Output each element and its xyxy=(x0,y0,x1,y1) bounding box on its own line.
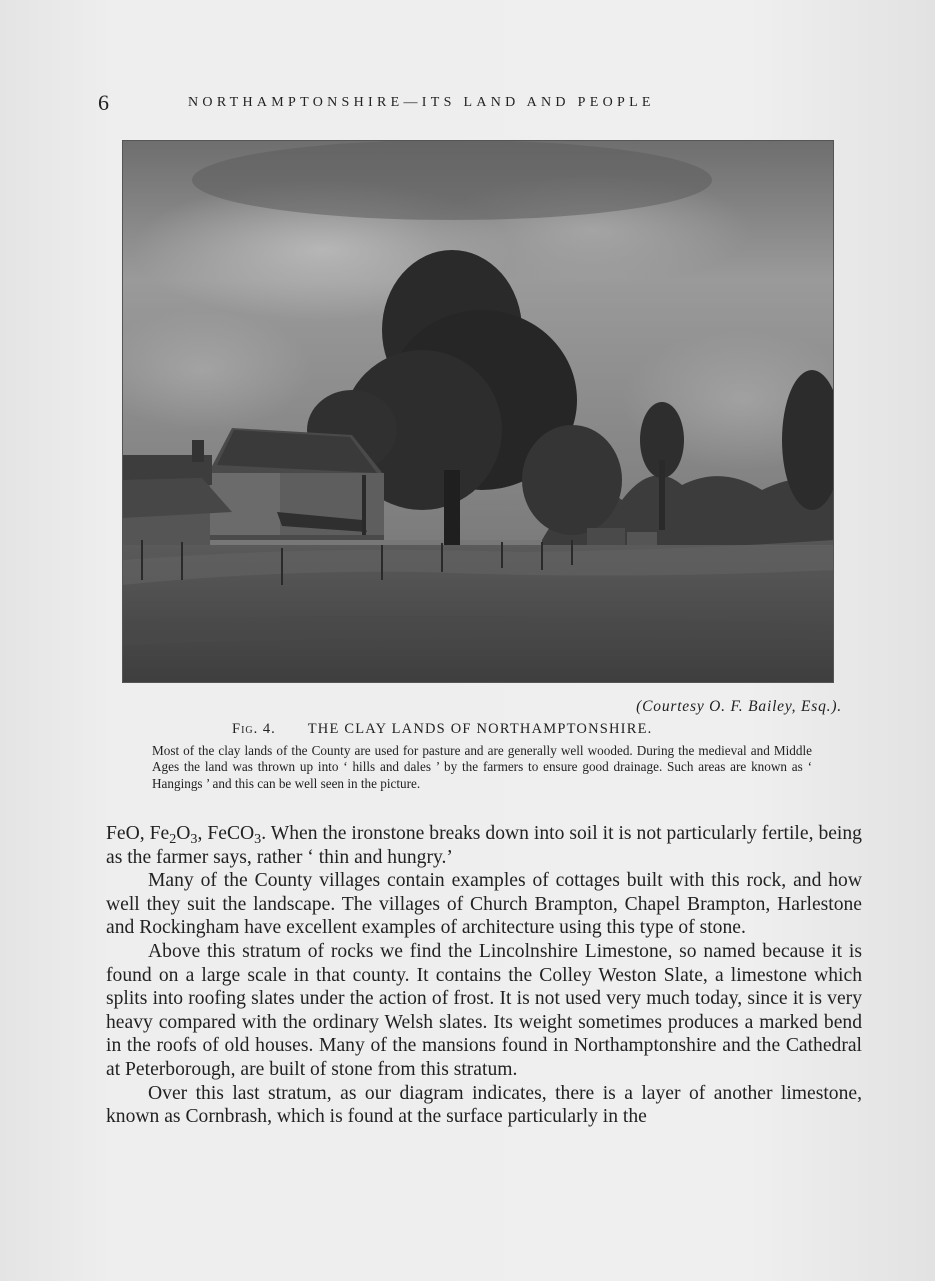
body-text xyxy=(106,822,862,1129)
running-title: NORTHAMPTONSHIRE—ITS LAND AND PEOPLE xyxy=(188,95,655,110)
figure-title: THE CLAY LANDS OF NORTHAMPTONSHIRE. xyxy=(307,721,653,737)
paragraph-2: Many of the County villages contain examples of cottages built with this rock, and how well they suit the landscape. The villages of Church Brampton, Chapel Brampton, Harlestone and Rockingham have excellent examples of architecture using this type of stone. xyxy=(106,870,862,939)
paragraph-1: FeO, $Fe_2O_3$, FeCO$_3$. When the ironstone breaks down into soil it is not particularly fertile, being as the farmer says, rather ‘ thin and hungry.’ xyxy=(106,823,862,868)
figure-label: Fig. 4. xyxy=(232,721,276,737)
page-header xyxy=(98,90,778,118)
figure-photo-clay-lands xyxy=(122,140,834,683)
chemical-formula: FeO, $Fe_2O_3$, FeCO$_3$. xyxy=(106,823,267,847)
paragraph-3: Above this stratum of rocks we find the Lincolnshire Limestone, so named because it is found on a large scale in that county. It contains the Colley Weston Slate, a limestone which splits into roofing slates under the action of frost. It is not used very much today, since it is very heavy compared with the ordinary Welsh slates. Its weight sometimes produces a marked bend in the roofs of old houses. Many of the mansions found in Northamptonshire and the Cathedral at Peterborough, are built of stone from this stratum. xyxy=(106,940,862,1080)
figure-caption: Most of the clay lands of the County are used for pasture and are generally well wooded. During the medieval and Middle Ages the land was thrown up into ‘ hills and dales ’ by the farmers to ensure good drainage. Such areas are known as ‘ Hangings ’ and this can be well seen in the picture. xyxy=(152,743,812,791)
page-number: 6 xyxy=(98,90,110,115)
paragraph-4: Over this last stratum, as our diagram indicates, there is a layer of another limestone, known as Cornbrash, which is found at the surface particularly in the xyxy=(106,1082,862,1128)
figure-title-line xyxy=(232,721,652,738)
photo-credit: (Courtesy O. F. Bailey, Esq.). xyxy=(636,698,842,715)
